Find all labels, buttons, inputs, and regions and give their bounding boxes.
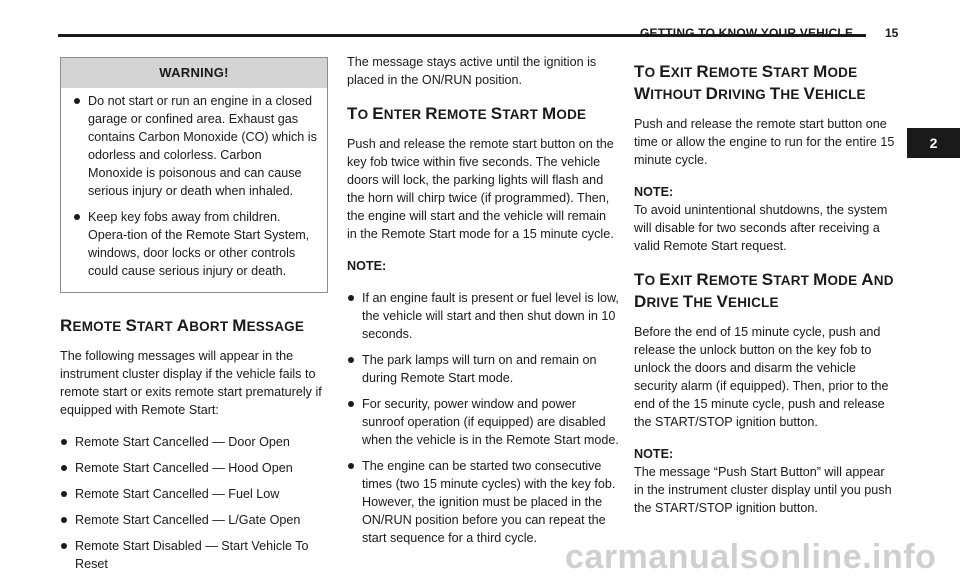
list-item: Remote Start Cancelled — Fuel Low — [60, 485, 328, 503]
abort-message-list — [60, 433, 328, 573]
list-item: Remote Start Cancelled — Hood Open — [60, 459, 328, 477]
heading-initial: T — [347, 104, 358, 123]
heading-rest: TART — [773, 65, 814, 80]
heading-initial: S — [761, 62, 774, 81]
heading-initial: T — [682, 292, 694, 311]
heading-rest: XIT — [670, 65, 697, 80]
heading-rest: BORT — [189, 319, 233, 334]
heading-initial: V — [803, 84, 816, 103]
running-header: GETTING TO KNOW YOUR VEHICLE — [640, 26, 854, 40]
enter-remote-start-heading — [347, 103, 619, 125]
list-item: For security, power window and power sunroof operation (if equipped) are disabled when the vehicle is in the Remote Start mode. — [347, 395, 619, 449]
exit-without-driving-text: Push and release the remote start button one time or allow the engine to run for the entire 15 minute cycle. — [634, 117, 895, 167]
warning-list — [73, 92, 317, 280]
column-middle — [347, 53, 619, 561]
column-right — [634, 53, 896, 531]
note-block — [634, 183, 896, 255]
heading-rest: O — [644, 273, 660, 288]
heading-initial: M — [542, 104, 557, 123]
warning-item: Keep key fobs away from children. Opera-tion of the Remote Start System, windows, door locks or other controls could cause serious injury or death. — [73, 208, 317, 280]
abort-message-heading — [60, 315, 328, 337]
heading-rest: ODE — [827, 65, 858, 80]
heading-initial: M — [813, 62, 828, 81]
heading-line — [634, 61, 896, 83]
heading-initial: T — [634, 270, 645, 289]
heading-initial: E — [659, 62, 671, 81]
heading-initial: D — [634, 292, 647, 311]
note-label: NOTE: — [347, 259, 387, 273]
heading-initial: V — [716, 292, 728, 311]
heading-rest: EMOTE — [437, 107, 491, 122]
heading-rest: HE — [780, 87, 804, 102]
heading-rest: EHICLE — [728, 295, 779, 310]
heading-initial: W — [634, 84, 651, 103]
enter-remote-start-text: Push and release the remote start button on the key fob twice within five seconds. The vehicle doors will lock, the parking lights will flash and the horn will chirp twice (if programmed). Then, the engine will start and the vehicle will remain in the Remote Start mode for a 15 minute cycle. — [347, 137, 614, 241]
heading-line — [634, 83, 896, 105]
heading-initial: R — [60, 316, 73, 335]
note-label: NOTE: — [634, 185, 674, 199]
heading-initial: M — [813, 270, 828, 289]
list-item: Remote Start Cancelled — L/Gate Open — [60, 511, 328, 529]
heading-rest: RIVE — [646, 295, 683, 310]
list-item: The engine can be started two consecutive times (two 15 minute cycles) with the key fob. However, the ignition must be placed in the ON/RUN position before you can repeat the start sequence for a third cycle. — [347, 457, 619, 547]
exit-and-drive-heading — [634, 269, 896, 313]
heading-rest: O — [644, 65, 660, 80]
heading-rest: XIT — [670, 273, 697, 288]
heading-rest: EMOTE — [708, 65, 762, 80]
heading-initial: T — [634, 62, 645, 81]
heading-rest: ODE — [827, 273, 862, 288]
heading-initial: M — [232, 316, 247, 335]
heading-rest: ESSAGE — [246, 319, 305, 334]
note-label: NOTE: — [634, 447, 674, 461]
warning-item: Do not start or run an engine in a closed garage or confined area. Exhaust gas contains Carbon Monoxide (CO) which is odorless and colorless. Carbon Monoxide is poisonous and can cause serious injury or death when inhaled. — [73, 92, 317, 200]
abort-intro-text: The following messages will appear in the instrument cluster display if the vehicle fails to remote start or exits remote start prematurely if equipped with Remote Start: — [60, 349, 322, 417]
list-item: The park lamps will turn on and remain on during Remote Start mode. — [347, 351, 619, 387]
list-item: Remote Start Disabled — Start Vehicle To Reset — [60, 537, 328, 573]
heading-rest: EHICLE — [815, 87, 866, 102]
watermark: carmanualsonline.info — [565, 538, 937, 576]
heading-initial: A — [861, 270, 874, 289]
heading-rest: O — [357, 107, 373, 122]
heading-initial: E — [659, 270, 671, 289]
heading-initial: A — [176, 316, 190, 335]
heading-initial: R — [696, 270, 709, 289]
warning-title: WARNING! — [61, 58, 327, 88]
exit-and-drive-text: Before the end of 15 minute cycle, push and release the unlock button on the key fob to unlock the doors and disarm the vehicle security alarm (if equipped). Then, prior to the end of the 15 minute cycle, push and release the START/STOP ignition button. — [634, 325, 889, 429]
heading-rest: TART — [502, 107, 543, 122]
heading-initial: S — [125, 316, 137, 335]
heading-rest: RIVING — [718, 87, 770, 102]
heading-initial: E — [372, 104, 384, 123]
heading-rest: ODE — [556, 107, 587, 122]
exit-without-driving-heading — [634, 61, 896, 105]
heading-line — [634, 291, 896, 313]
note-text: The message “Push Start Button” will appear in the instrument cluster display until you push the START/STOP ignition button. — [634, 465, 892, 515]
note-block — [634, 445, 896, 517]
heading-initial: D — [705, 84, 719, 103]
column-left — [60, 57, 328, 587]
heading-line — [634, 269, 896, 291]
heading-rest: ITHOUT — [650, 87, 706, 102]
note-list — [347, 289, 619, 547]
heading-rest: TART — [136, 319, 177, 334]
heading-rest: EMOTE — [72, 319, 126, 334]
page-number: 15 — [885, 26, 899, 40]
warning-body — [61, 88, 327, 292]
heading-initial: T — [769, 84, 781, 103]
list-item: If an engine fault is present or fuel level is low, the vehicle will start and then shut down in 10 seconds. — [347, 289, 619, 343]
heading-initial: R — [696, 62, 709, 81]
warning-box — [60, 57, 328, 293]
heading-initial: R — [425, 104, 438, 123]
heading-rest: EMOTE — [708, 273, 762, 288]
note-text: To avoid unintentional shutdowns, the system will disable for two seconds after receiving a valid Remote Start request. — [634, 203, 888, 253]
chapter-tab: 2 — [907, 128, 960, 158]
heading-initial: S — [761, 270, 774, 289]
list-item: Remote Start Cancelled — Door Open — [60, 433, 328, 451]
heading-rest: NTER — [383, 107, 426, 122]
continued-text: The message stays active until the ignition is placed in the ON/RUN position. — [347, 55, 597, 87]
heading-rest: TART — [773, 273, 814, 288]
heading-initial: S — [490, 104, 503, 123]
heading-rest: ND — [873, 273, 894, 288]
heading-rest: HE — [693, 295, 717, 310]
